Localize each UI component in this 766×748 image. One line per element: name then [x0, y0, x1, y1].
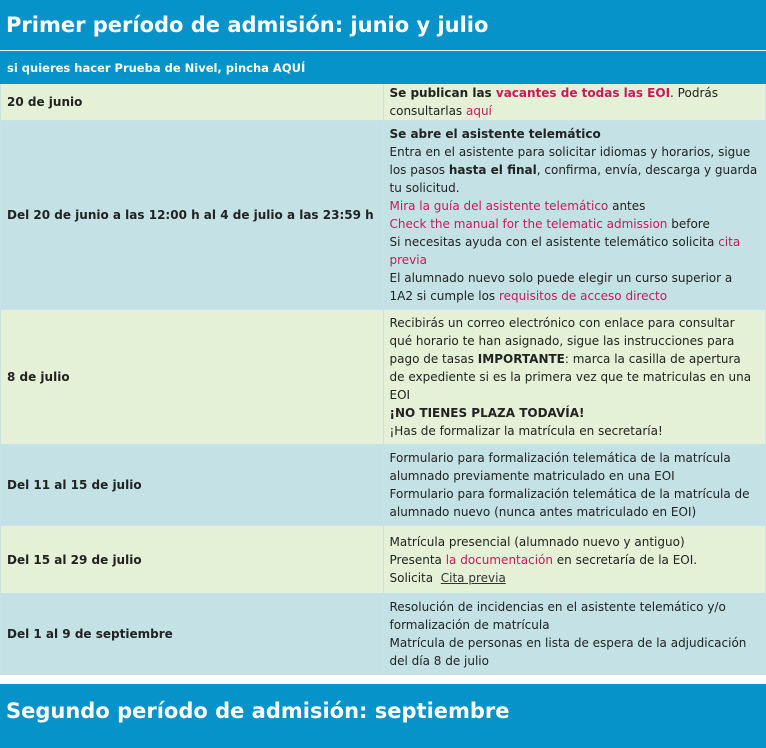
- section-title: Segundo período de admisión: septiembre: [0, 684, 766, 748]
- date-cell: Del 20 de junio a las 12:00 h al 4 de julio a las 23:59 h: [1, 121, 384, 310]
- table-row: [1, 84, 766, 121]
- direct-access-link[interactable]: requisitos de acceso directo: [498, 289, 668, 303]
- detail-cell: Recibirás un correo electrónico con enlace para consultar qué horario te han asignado, sigue las instrucciones para pago de tasas IMPORTANTE: marca la casilla de apertura de expediente si es la primera vez que te matriculas en una EOI ¡NO TIENES PLAZA TODAVÍA! ¡Has de formalizar la matrícula en secretaría!: [383, 310, 766, 445]
- here-link[interactable]: aquí: [465, 104, 492, 118]
- level-test-link[interactable]: si quieres hacer Prueba de Nivel, pincha AQUÍ: [1, 52, 766, 84]
- assistant-heading: Se abre el asistente telemático: [389, 127, 601, 141]
- detail-cell: Se abre el asistente telemático Entra en el asistente para solicitar idiomas y horarios, sigue los pasos hasta el final, confirma, envía, descarga y guarda tu solicitud. Mira la guía del asistente telemático antes Check the manual for the telematic admission before Si necesitas ayuda con el asistente telemático solicita cita previa El alumnado nuevo solo puede elegir un curso superior a 1A2 si cumple los requisitos de acceso directo: [383, 121, 766, 310]
- date-cell: 20 de junio: [1, 84, 384, 121]
- manual-link[interactable]: Check the manual for the telematic admission: [389, 217, 668, 231]
- form-link-returning[interactable]: Formulario para formalización telemática de la matrícula alumnado previamente matriculado en una EOI: [389, 451, 731, 483]
- date-cell: Del 11 al 15 de julio: [1, 445, 384, 526]
- vacancies-link[interactable]: vacantes de todas las EOI: [495, 86, 671, 100]
- date-cell: Del 15 al 29 de julio: [1, 526, 384, 594]
- level-test-row[interactable]: [1, 52, 766, 84]
- table-row: [1, 526, 766, 594]
- detail-cell: Resolución de incidencias en el asistente telemático y/o formalización de matrícula Matrícula de personas en lista de espera de la adjudicación del día 8 de julio: [383, 594, 766, 675]
- form-link-new[interactable]: Formulario para formalización telemática de la matrícula de alumnado nuevo (nunca antes matriculado en EOI): [389, 487, 750, 519]
- assistant-instructions: Entra en el asistente para solicitar idiomas y horarios, sigue los pasos hasta el final, confirma, envía, descarga y guarda tu solicitud.: [389, 145, 758, 195]
- table-row: [1, 445, 766, 526]
- note-text: ¡Has de formalizar la matrícula en secretaría!: [389, 424, 663, 438]
- date-cell: Del 1 al 9 de septiembre: [1, 594, 384, 675]
- appointment-link[interactable]: cita previa: [389, 235, 741, 267]
- detail-cell: Matrícula presencial (alumnado nuevo y antiguo) Presenta la documentación en secretaría de la EOI. Solicita Cita previa: [383, 526, 766, 594]
- table-row: [1, 310, 766, 445]
- table-row: [1, 594, 766, 675]
- detail-cell: [383, 445, 766, 526]
- guide-link[interactable]: Mira la guía del asistente telemático: [389, 199, 609, 213]
- appointment-link[interactable]: Cita previa: [440, 570, 506, 585]
- admission-table: [0, 51, 766, 675]
- table-row: [1, 121, 766, 310]
- documentation-link[interactable]: la documentación: [445, 552, 553, 567]
- warning-text: ¡NO TIENES PLAZA TODAVÍA!: [389, 406, 585, 420]
- detail-cell: Se publican las vacantes de todas las EOI. Podrás consultarlas aquí: [383, 84, 766, 121]
- page-title: Primer período de admisión: junio y julio: [0, 0, 766, 51]
- date-cell: 8 de julio: [1, 310, 384, 445]
